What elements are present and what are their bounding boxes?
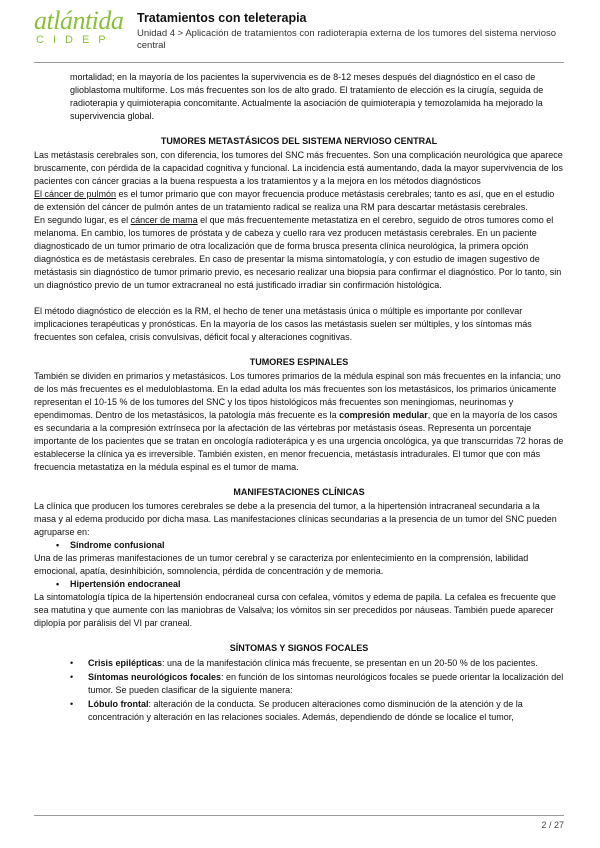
subheading-sindrome-confusional: • Síndrome confusional [34, 539, 564, 552]
page-header [0, 0, 600, 62]
espinales-paragraph-text: , que en la mayoría de los casos es secundaria a la compresión extrínseca por la afectación de las vértebras por metástasis óseas. Representa un porcentaje importante de los pacientes que se tratan en oncología radioterápica y es una urgencia oncológica, ya que transcurridas 72 horas de establecerse la clínica ya es irreversible. También existen, en menor frecuencia, metástasis intradurales. El tumor que con más frecuencia metastatiza en la médula espinal es el tumor de mama. [34, 410, 564, 472]
atlantida-cidep-logo [34, 8, 124, 48]
list-item-text: : alteración de la conducta. Se producen alteraciones como disminución de la atención y de la concentración y alteración en las relaciones sociales. Además, dependiendo de dónde se localice el tumor, [88, 699, 523, 722]
manifestaciones-paragraph: La clínica que producen los tumores cerebrales se debe a la presencia del tumor, a la hipertensión intracraneal secundaria a la masa y al edema producido por dicha masa. Las manifestaciones clínicas secundarias a la presencia de un tumor del SNC pueden agruparse en: [34, 501, 557, 537]
espinales-paragraph [34, 370, 564, 474]
cancer-mama-link[interactable]: cáncer de mama [130, 215, 198, 225]
metastasicos-paragraph-2 [34, 188, 564, 214]
metastasicos-paragraph-3-start: En segundo lugar, es el [34, 215, 131, 225]
metastasicos-paragraph-3 [34, 214, 564, 292]
footer-divider [34, 815, 564, 816]
sindrome-confusional-text: Una de las primeras manifestaciones de un tumor cerebral y se caracteriza por enlentecimiento en la comprensión, labilidad emocional, apatía, desinhibición, somnolencia, pérdida de concentración y de memoria. [34, 553, 529, 576]
list-item [88, 657, 564, 670]
document-breadcrumb: Unidad 4 > Aplicación de tratamientos con radioterapia externa de los tumores del sistema nervioso central [137, 28, 557, 51]
subheading-hipertension-endocraneal: • Hipertensión endocraneal [34, 578, 564, 591]
section-title-manifestaciones: MANIFESTACIONES CLÍNICAS [233, 487, 365, 497]
logo-subtitle: CIDEP [36, 34, 115, 46]
metastasicos-paragraph-2-text: es el tumor primario que con mayor frecuencia produce metástasis cerebrales; tanto es así, que en el estudio de extensión del cáncer de pulmón antes de un tratamiento radical se realiza una RM para descartar metástasis cerebrales. [34, 189, 555, 212]
section-title-sintomas: SÍNTOMAS Y SIGNOS FOCALES [229, 643, 369, 653]
hipertension-endocraneal-text: La sintomatología típica de la hipertensión endocraneal cursa con cefalea, vómitos y edema de papila. La cefalea es frecuente que sea matutina y que aumente con las maniobras de Valsalva; los vómitos sin ser precedidos por náuseas. También puede aparecer diplopía por parálisis del VI par craneal. [34, 592, 556, 628]
list-item [88, 698, 564, 724]
list-item-term: Lóbulo frontal [88, 699, 149, 709]
intro-paragraph: mortalidad; en la mayoría de los pacientes la supervivencia es de 8-12 meses después del diagnóstico en el caso de glioblastoma multiforme. Los más frecuentes son los de alto grado. El tratamiento de elección es la cirugía, seguida de radioterapia y quimioterapia concomitante. Actualmente la asociación de quimioterapia y temozolamida ha mejorado la supervivencia global. [70, 72, 544, 121]
metastasicos-paragraph-4: El método diagnóstico de elección es la RM, el hecho de tener una metástasis única o múltiple es importante por conllevar implicaciones terapéuticas y pronósticas. En la mayoría de los casos las metástasis suelen ser múltiples, y los síntomas más frecuentes son cefalea, crisis convulsivas, déficit focal y alteraciones cognitivas. [34, 306, 532, 342]
section-title-espinales: TUMORES ESPINALES [249, 357, 349, 367]
paragraph-gap [34, 292, 564, 305]
compresion-medular-term: compresión medular [339, 410, 428, 420]
list-item-term: Síntomas neurológicos focales [88, 672, 222, 682]
cancer-pulmon-link[interactable]: El cáncer de pulmón [34, 189, 117, 199]
list-item-term: Crisis epilépticas [88, 658, 163, 668]
sintomas-list [34, 657, 564, 724]
list-item-text: : una de la manifestación clínica más frecuente, se presentan en un 20-50 % de los pacientes. [162, 658, 538, 668]
metastasicos-paragraph-1: Las metástasis cerebrales son, con diferencia, los tumores del SNC más frecuentes. Son una complicación neurológica que aparece bruscamente, con pérdida de la capacidad cognitiva y funcional. La incidencia está aumentando, dada la mayor supervivencia de los pacientes con cáncer gracias a la buena respuesta a los tratamientos y a la mejora en los métodos diagnósticos [34, 150, 563, 186]
logo-wordmark: atlántida [34, 6, 124, 35]
page-number: 2 / 27 [541, 820, 564, 830]
document-body [34, 71, 564, 725]
header-divider [34, 62, 564, 63]
list-item-text: : en función de los síntomas neurológicos focales se puede orientar la localización del tumor. Se pueden clasificar de la siguiente manera: [88, 672, 564, 695]
espinales-paragraph-start: También se dividen en primarios y metastásicos. Los tumores primarios de la médula espinal son más frecuentes en la infancia; uno de los más frecuentes es el meduloblastoma. En la edad adulta los más frecuentes son los metastásicos, los primarios únicamente representan el 10-15 % de los tumores del SNC y los tipos histológicos más frecuentes son meningiomas, neurinomas y ependimomas. Dentro de los metastásicos, la patología más frecuente es la [34, 371, 561, 420]
section-title-metastasicos: TUMORES METASTÁSICOS DEL SISTEMA NERVIOSO CENTRAL [160, 136, 438, 146]
document-title: Tratamientos con teleterapia [137, 11, 307, 25]
metastasicos-paragraph-3-text: el que más frecuentemente metastatiza en el cerebro, seguido de otros tumores como el melanoma. En cambio, los tumores de próstata y de cabeza y cuello rara vez producen metástasis cerebrales. En un paciente diagnosticado de un tumor primario de otra localización que de forma brusca presenta clínica neurológica, la primera opción diagnóstica es de metástasis cerebrales. En caso de presentar la misma sintomatología, y con estudio de imagen sugestivo de metástasis sin diagnóstico de tumor primario previo, es necesario realizar una biopsia para confirmar el diagnóstico. Por lo tanto, sin un diagnóstico previo de un tumor extracraneal no está justificado irradiar sin confirmación histológica. [34, 215, 562, 290]
list-item [88, 671, 564, 697]
